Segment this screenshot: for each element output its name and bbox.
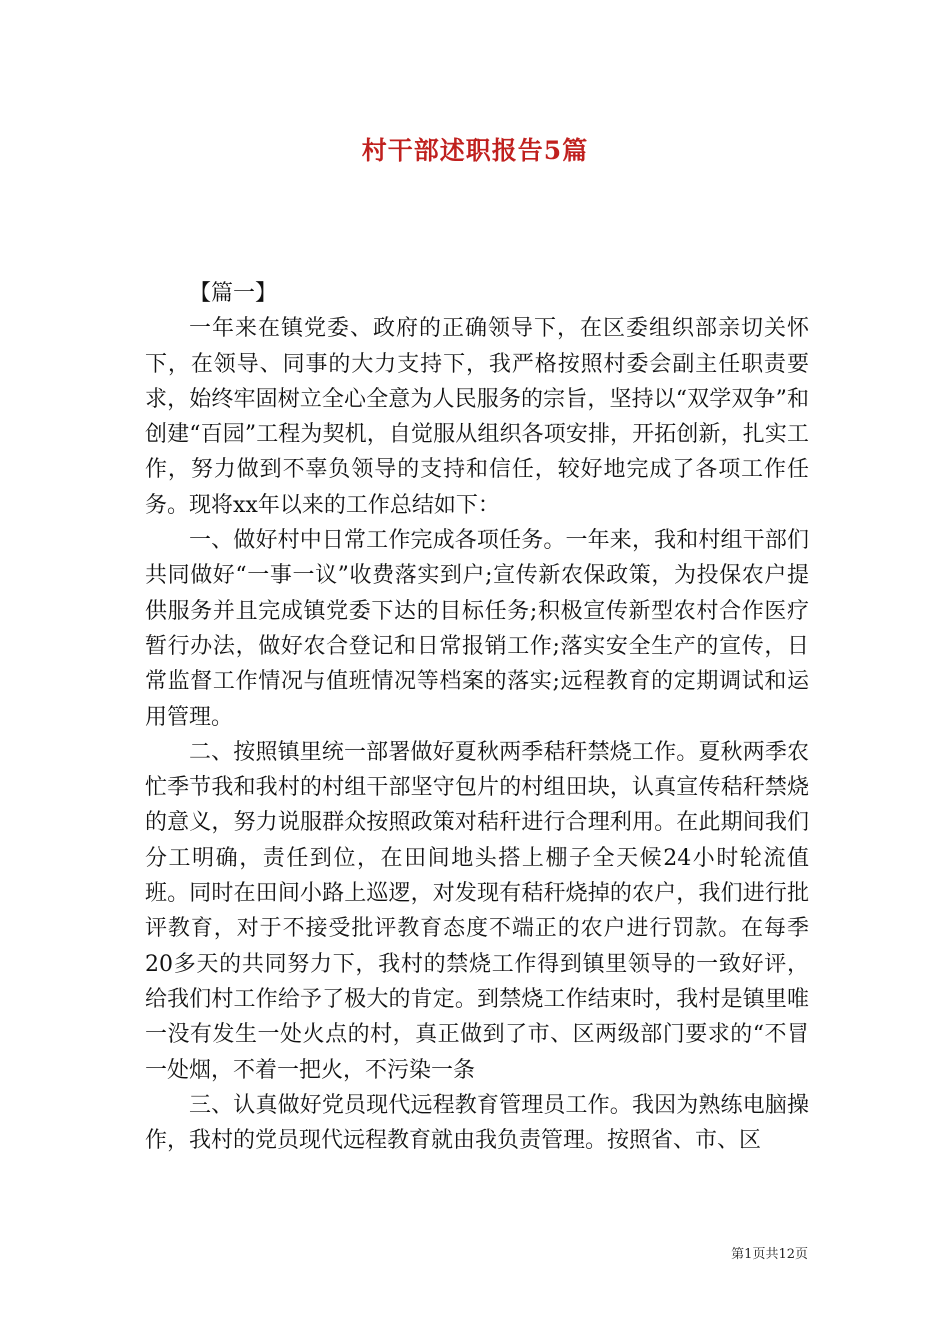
section-label: 【篇一】 bbox=[189, 281, 278, 306]
paragraph-item-1: 一、做好村中日常工作完成各项任务。一年来，我和村组干部们共同做好“一事一议”收费落实到户;宣传新农保政策，为投保农户提供服务并且完成镇党委下达的目标任务;积极宣传新型农村合作医疗暂行办法，做好农合登记和日常报销工作;落实安全生产的宣传，日常监督工作情况与值班情况等档案的落实;远程教育的定期调试和运用管理。 bbox=[145, 528, 809, 730]
paragraph-intro: 一年来在镇党委、政府的正确领导下，在区委组织部亲切关怀下，在领导、同事的大力支持下，我严格按照村委会副主任职责要求，始终牢固树立全心全意为人民服务的宗旨，坚持以“双学双争”和创建“百园”工程为契机，自觉服从组织各项安排，开拓创新，扎实工作，努力做到不辜负领导的支持和信任，较好地完成了各项工作任务。现将xx年以来的工作总结如下： bbox=[145, 316, 809, 518]
paragraph-item-2: 二、按照镇里统一部署做好夏秋两季秸秆禁烧工作。夏秋两季农忙季节我和我村的村组干部坚守包片的村组田块，认真宣传秸秆禁烧的意义，努力说服群众按照政策对秸秆进行合理利用。在此期间我们分工明确，责任到位，在田间地头搭上棚子全天候24小时轮流值班。同时在田间小路上巡逻，对发现有秸秆烧掉的农户，我们进行批评教育，对于不接受批评教育态度不端正的农户进行罚款。在每季20多天的共同努力下，我村的禁烧工作得到镇里领导的一致好评，给我们村工作给予了极大的肯定。到禁烧工作结束时，我村是镇里唯一没有发生一处火点的村，真正做到了市、区两级部门要求的“不冒一处烟，不着一把火，不污染一条 bbox=[145, 739, 809, 1083]
page-number: 第1页共12页 bbox=[731, 1247, 808, 1262]
page-title: 村干部述职报告5篇 bbox=[361, 136, 589, 165]
document-body bbox=[145, 276, 809, 1158]
paragraph-item-3: 三、认真做好党员现代远程教育管理员工作。我因为熟练电脑操作，我村的党员现代远程教育就由我负责管理。按照省、市、区 bbox=[145, 1092, 809, 1154]
